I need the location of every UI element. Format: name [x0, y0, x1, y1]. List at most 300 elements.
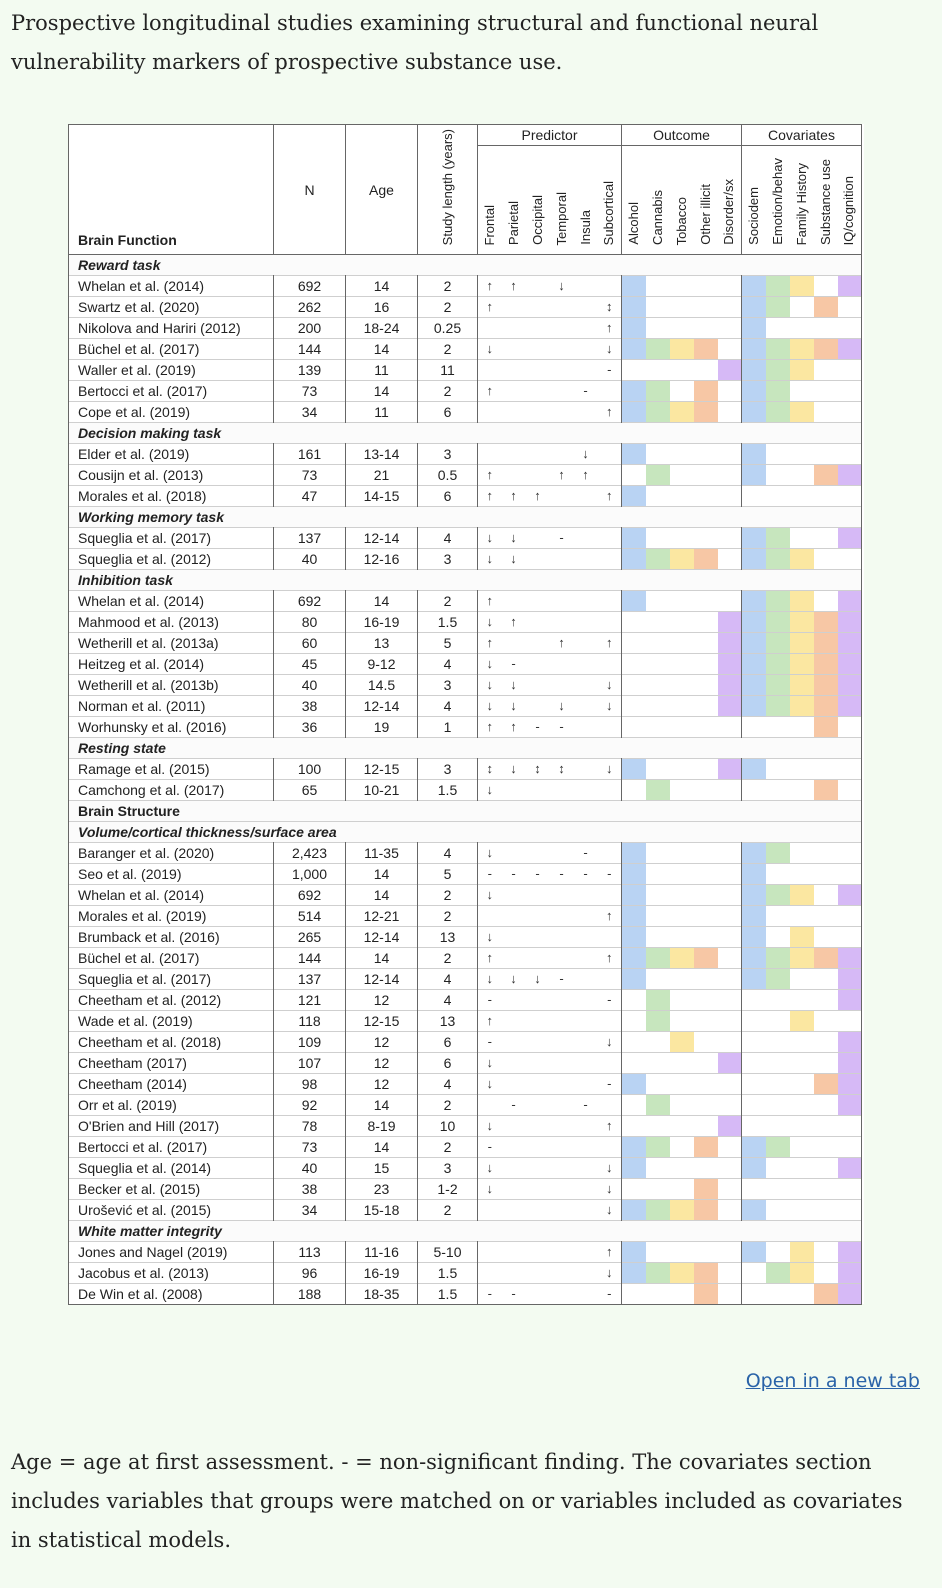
- predictor-cell: [574, 486, 598, 507]
- covariate-cell: [814, 276, 838, 297]
- outcome-cell: [718, 465, 742, 486]
- table-row: [69, 1095, 862, 1116]
- predictor-cell: -: [550, 717, 574, 738]
- outcome-cell: [622, 1179, 646, 1200]
- predictor-cell: ↑: [550, 465, 574, 486]
- outcome-cell: [718, 339, 742, 360]
- study-cell: Cheetham (2017): [69, 1053, 274, 1074]
- predictor-cell: ↑: [478, 276, 502, 297]
- age-cell: 11-16: [346, 1242, 418, 1263]
- predictor-cell: -: [478, 1032, 502, 1053]
- outcome-cell: [718, 486, 742, 507]
- predictor-cell: ↓: [478, 549, 502, 570]
- outcome-cell: [622, 1263, 646, 1284]
- predictor-cell: [550, 1263, 574, 1284]
- length-cell: 5-10: [418, 1242, 478, 1263]
- outcome-cell: [718, 318, 742, 339]
- covariate-cell: [790, 927, 814, 948]
- covariate-cell: [766, 1074, 790, 1095]
- covariate-cell: [838, 843, 862, 864]
- predictor-cell: [478, 318, 502, 339]
- covariate-cell: [766, 444, 790, 465]
- outcome-cell: [670, 276, 694, 297]
- age-cell: 12-14: [346, 927, 418, 948]
- section-row: [69, 423, 862, 444]
- study-cell: Jacobus et al. (2013): [69, 1263, 274, 1284]
- outcome-cell: [622, 1032, 646, 1053]
- outcome-cell: [694, 1032, 718, 1053]
- outcome-cell: [718, 276, 742, 297]
- predictor-cell: [574, 402, 598, 423]
- predictor-cell: [598, 528, 622, 549]
- predictor-cell: [598, 885, 622, 906]
- table-row: [69, 864, 862, 885]
- predictor-cell: [502, 948, 526, 969]
- length-cell: 4: [418, 528, 478, 549]
- length-cell: 6: [418, 486, 478, 507]
- age-cell: 10-21: [346, 780, 418, 801]
- outcome-cell: [622, 633, 646, 654]
- predictor-header-parietal: Parietal: [502, 146, 526, 255]
- header-outcome: Outcome: [622, 125, 742, 146]
- predictor-cell: [574, 1179, 598, 1200]
- outcome-cell: [718, 885, 742, 906]
- predictor-cell: [502, 906, 526, 927]
- n-cell: 692: [274, 591, 346, 612]
- predictor-cell: ↓: [598, 675, 622, 696]
- outcome-cell: [622, 948, 646, 969]
- covariate-cell: [742, 696, 766, 717]
- predictor-cell: ↓: [598, 1200, 622, 1221]
- table-row: [69, 402, 862, 423]
- section-label: Resting state: [69, 738, 862, 759]
- covariate-cell: [790, 1011, 814, 1032]
- covariate-cell: [838, 654, 862, 675]
- covariate-cell: [766, 633, 790, 654]
- outcome-cell: [694, 486, 718, 507]
- length-cell: 6: [418, 1053, 478, 1074]
- outcome-cell: [646, 276, 670, 297]
- predictor-cell: [478, 360, 502, 381]
- outcome-cell: [646, 696, 670, 717]
- predictor-cell: [502, 1011, 526, 1032]
- predictor-cell: [550, 591, 574, 612]
- outcome-cell: [718, 1242, 742, 1263]
- predictor-cell: ↑: [502, 612, 526, 633]
- covariate-cell: [790, 1263, 814, 1284]
- covariate-cell: [766, 780, 790, 801]
- covariate-cell: [838, 318, 862, 339]
- covariate-cell: [790, 1116, 814, 1137]
- header-age: Age: [346, 125, 418, 255]
- outcome-cell: [646, 1242, 670, 1263]
- outcome-cell: [670, 885, 694, 906]
- table-row: [69, 717, 862, 738]
- outcome-cell: [694, 276, 718, 297]
- age-cell: 18-24: [346, 318, 418, 339]
- outcome-cell: [694, 906, 718, 927]
- table-row: [69, 780, 862, 801]
- predictor-cell: ↓: [478, 1116, 502, 1137]
- predictor-cell: -: [478, 1284, 502, 1305]
- predictor-cell: [526, 1263, 550, 1284]
- covariate-cell: [790, 444, 814, 465]
- predictor-cell: [550, 1179, 574, 1200]
- covariate-cell: [838, 1011, 862, 1032]
- outcome-cell: [622, 1011, 646, 1032]
- outcome-cell: [718, 612, 742, 633]
- table-row: [69, 1011, 862, 1032]
- predictor-header-subcortical: Subcortical: [598, 146, 622, 255]
- age-cell: 14: [346, 591, 418, 612]
- predictor-cell: [598, 444, 622, 465]
- outcome-header-tobacco: Tobacco: [670, 146, 694, 255]
- outcome-cell: [670, 1179, 694, 1200]
- outcome-cell: [670, 675, 694, 696]
- outcome-cell: [670, 360, 694, 381]
- outcome-header-disorder-sx: Disorder/sx: [718, 146, 742, 255]
- covariate-cell: [838, 1053, 862, 1074]
- n-cell: 113: [274, 1242, 346, 1263]
- predictor-cell: ↑: [574, 465, 598, 486]
- covariate-cell: [790, 948, 814, 969]
- predictor-cell: [502, 402, 526, 423]
- predictor-cell: -: [502, 1095, 526, 1116]
- covariate-cell: [790, 633, 814, 654]
- study-cell: Brumback et al. (2016): [69, 927, 274, 948]
- predictor-cell: ↓: [598, 1032, 622, 1053]
- study-cell: Morales et al. (2019): [69, 906, 274, 927]
- outcome-cell: [646, 591, 670, 612]
- covariate-cell: [766, 591, 790, 612]
- outcome-cell: [718, 1053, 742, 1074]
- outcome-cell: [646, 465, 670, 486]
- covariate-cell: [790, 276, 814, 297]
- covariate-cell: [742, 276, 766, 297]
- predictor-cell: [574, 717, 598, 738]
- length-cell: 1.5: [418, 780, 478, 801]
- outcome-cell: [622, 318, 646, 339]
- covariate-cell: [742, 864, 766, 885]
- predictor-cell: [574, 1011, 598, 1032]
- predictor-cell: -: [598, 360, 622, 381]
- covariate-cell: [814, 339, 838, 360]
- covariate-cell: [790, 780, 814, 801]
- predictor-cell: ↑: [478, 591, 502, 612]
- predictor-cell: ↓: [478, 339, 502, 360]
- predictor-cell: [550, 927, 574, 948]
- predictor-cell: [550, 1095, 574, 1116]
- covariate-cell: [814, 675, 838, 696]
- covariate-cell: [742, 1116, 766, 1137]
- covariate-cell: [766, 318, 790, 339]
- header-predictor: Predictor: [478, 125, 622, 146]
- outcome-cell: [670, 633, 694, 654]
- open-in-new-tab-link[interactable]: Open in a new tab: [745, 1370, 920, 1392]
- predictor-cell: ↑: [502, 717, 526, 738]
- covariate-cell: [814, 465, 838, 486]
- covariate-cell: [766, 885, 790, 906]
- outcome-cell: [622, 885, 646, 906]
- length-cell: 2: [418, 1095, 478, 1116]
- length-cell: 1.5: [418, 1284, 478, 1305]
- predictor-cell: [502, 1137, 526, 1158]
- age-cell: 11: [346, 402, 418, 423]
- n-cell: 144: [274, 948, 346, 969]
- covariate-cell: [742, 339, 766, 360]
- section-label: Inhibition task: [69, 570, 862, 591]
- covariate-cell: [838, 969, 862, 990]
- covariate-cell: [766, 1158, 790, 1179]
- outcome-cell: [694, 1095, 718, 1116]
- outcome-cell: [718, 381, 742, 402]
- covariate-cell: [766, 1200, 790, 1221]
- outcome-cell: [622, 276, 646, 297]
- length-cell: 2: [418, 297, 478, 318]
- outcome-cell: [694, 1200, 718, 1221]
- covariate-cell: [790, 318, 814, 339]
- predictor-cell: [574, 360, 598, 381]
- n-cell: 98: [274, 1074, 346, 1095]
- table-figure: [68, 124, 864, 1304]
- age-cell: 14: [346, 1095, 418, 1116]
- outcome-cell: [694, 1053, 718, 1074]
- age-cell: 16: [346, 297, 418, 318]
- predictor-cell: ↑: [526, 486, 550, 507]
- age-cell: 12-14: [346, 969, 418, 990]
- predictor-cell: [598, 381, 622, 402]
- outcome-cell: [670, 654, 694, 675]
- outcome-cell: [646, 381, 670, 402]
- study-cell: Whelan et al. (2014): [69, 885, 274, 906]
- n-cell: 100: [274, 759, 346, 780]
- covariate-cell: [766, 717, 790, 738]
- covariate-cell: [814, 990, 838, 1011]
- predictor-cell: [550, 1074, 574, 1095]
- covariate-cell: [742, 402, 766, 423]
- outcome-cell: [718, 633, 742, 654]
- predictor-cell: [574, 549, 598, 570]
- outcome-cell: [718, 549, 742, 570]
- n-cell: 161: [274, 444, 346, 465]
- outcome-cell: [670, 990, 694, 1011]
- length-cell: 3: [418, 675, 478, 696]
- covariate-header-sociodem: Sociodem: [742, 146, 766, 255]
- predictor-cell: [550, 1200, 574, 1221]
- section-row: [69, 822, 862, 843]
- outcome-cell: [718, 948, 742, 969]
- outcome-cell: [622, 444, 646, 465]
- covariate-cell: [838, 486, 862, 507]
- study-cell: Orr et al. (2019): [69, 1095, 274, 1116]
- table-row: [69, 906, 862, 927]
- covariate-header-iq-cognition: IQ/cognition: [838, 146, 862, 255]
- covariate-cell: [742, 528, 766, 549]
- outcome-cell: [670, 528, 694, 549]
- outcome-cell: [694, 612, 718, 633]
- n-cell: 137: [274, 528, 346, 549]
- covariate-cell: [838, 1137, 862, 1158]
- predictor-cell: [502, 1032, 526, 1053]
- predictor-cell: ↕: [550, 759, 574, 780]
- predictor-cell: -: [478, 990, 502, 1011]
- outcome-cell: [622, 486, 646, 507]
- covariate-cell: [814, 948, 838, 969]
- covariate-cell: [838, 381, 862, 402]
- outcome-cell: [646, 486, 670, 507]
- outcome-cell: [718, 297, 742, 318]
- table-row: [69, 381, 862, 402]
- covariate-cell: [814, 1200, 838, 1221]
- covariate-cell: [766, 906, 790, 927]
- outcome-cell: [622, 339, 646, 360]
- outcome-cell: [622, 843, 646, 864]
- predictor-cell: [550, 381, 574, 402]
- covariate-cell: [838, 402, 862, 423]
- outcome-cell: [646, 1158, 670, 1179]
- study-cell: Nikolova and Hariri (2012): [69, 318, 274, 339]
- predictor-cell: -: [574, 381, 598, 402]
- covariate-header-family-history: Family History: [790, 146, 814, 255]
- outcome-cell: [694, 969, 718, 990]
- covariate-cell: [742, 1263, 766, 1284]
- age-cell: 14: [346, 864, 418, 885]
- length-cell: 13: [418, 1011, 478, 1032]
- predictor-cell: [574, 276, 598, 297]
- predictor-cell: -: [598, 990, 622, 1011]
- covariate-cell: [838, 885, 862, 906]
- outcome-cell: [646, 1053, 670, 1074]
- outcome-cell: [694, 654, 718, 675]
- length-cell: 4: [418, 654, 478, 675]
- outcome-cell: [670, 843, 694, 864]
- covariate-cell: [838, 1179, 862, 1200]
- predictor-cell: [550, 1284, 574, 1305]
- covariate-cell: [790, 843, 814, 864]
- length-cell: 1.5: [418, 1263, 478, 1284]
- covariate-cell: [790, 696, 814, 717]
- n-cell: 60: [274, 633, 346, 654]
- outcome-cell: [718, 1200, 742, 1221]
- predictor-cell: [478, 1200, 502, 1221]
- covariate-cell: [766, 276, 790, 297]
- predictor-cell: [502, 318, 526, 339]
- predictor-cell: [550, 1158, 574, 1179]
- outcome-cell: [646, 1137, 670, 1158]
- covariate-cell: [790, 360, 814, 381]
- predictor-cell: ↑: [598, 906, 622, 927]
- study-cell: Bertocci et al. (2017): [69, 1137, 274, 1158]
- outcome-cell: [646, 612, 670, 633]
- age-cell: 12-15: [346, 1011, 418, 1032]
- section-label: Volume/cortical thickness/surface area: [69, 822, 862, 843]
- study-cell: De Win et al. (2008): [69, 1284, 274, 1305]
- outcome-cell: [718, 759, 742, 780]
- outcome-cell: [622, 969, 646, 990]
- length-cell: 5: [418, 633, 478, 654]
- covariate-cell: [742, 297, 766, 318]
- outcome-cell: [670, 1137, 694, 1158]
- n-cell: 38: [274, 696, 346, 717]
- covariate-cell: [790, 1074, 814, 1095]
- outcome-cell: [646, 927, 670, 948]
- table-row: [69, 1032, 862, 1053]
- predictor-cell: [574, 990, 598, 1011]
- covariate-cell: [814, 1137, 838, 1158]
- covariate-cell: [790, 864, 814, 885]
- predictor-cell: ↑: [598, 402, 622, 423]
- predictor-cell: -: [502, 654, 526, 675]
- predictor-cell: ↑: [550, 633, 574, 654]
- outcome-cell: [646, 1116, 670, 1137]
- predictor-cell: [526, 1200, 550, 1221]
- section-label: Working memory task: [69, 507, 862, 528]
- predictor-cell: -: [526, 717, 550, 738]
- covariate-cell: [742, 381, 766, 402]
- outcome-cell: [622, 465, 646, 486]
- table-row: [69, 927, 862, 948]
- length-cell: 6: [418, 402, 478, 423]
- outcome-cell: [622, 717, 646, 738]
- outcome-cell: [670, 381, 694, 402]
- covariate-header-emotion-behav: Emotion/behav: [766, 146, 790, 255]
- outcome-cell: [718, 1095, 742, 1116]
- predictor-cell: [502, 297, 526, 318]
- outcome-cell: [694, 1284, 718, 1305]
- predictor-cell: ↓: [478, 612, 502, 633]
- covariate-cell: [838, 1200, 862, 1221]
- study-cell: Squeglia et al. (2012): [69, 549, 274, 570]
- covariate-cell: [742, 1032, 766, 1053]
- outcome-cell: [718, 990, 742, 1011]
- study-cell: Squeglia et al. (2017): [69, 528, 274, 549]
- predictor-cell: [502, 1074, 526, 1095]
- covariate-cell: [766, 612, 790, 633]
- predictor-cell: [502, 990, 526, 1011]
- covariate-cell: [742, 549, 766, 570]
- outcome-cell: [694, 381, 718, 402]
- covariate-cell: [790, 486, 814, 507]
- outcome-cell: [622, 864, 646, 885]
- covariate-cell: [742, 843, 766, 864]
- outcome-cell: [646, 528, 670, 549]
- n-cell: 38: [274, 1179, 346, 1200]
- outcome-cell: [694, 1263, 718, 1284]
- table-row: [69, 297, 862, 318]
- predictor-cell: ↑: [478, 297, 502, 318]
- header-n: N: [274, 125, 346, 255]
- predictor-cell: [526, 297, 550, 318]
- predictor-cell: [502, 1263, 526, 1284]
- predictor-cell: [574, 339, 598, 360]
- study-cell: Camchong et al. (2017): [69, 780, 274, 801]
- predictor-cell: [574, 780, 598, 801]
- outcome-cell: [646, 297, 670, 318]
- covariate-cell: [742, 612, 766, 633]
- study-cell: Cheetham et al. (2012): [69, 990, 274, 1011]
- outcome-cell: [622, 297, 646, 318]
- n-cell: 2,423: [274, 843, 346, 864]
- predictor-cell: ↓: [598, 339, 622, 360]
- predictor-cell: [478, 444, 502, 465]
- predictor-cell: [598, 276, 622, 297]
- study-cell: Morales et al. (2018): [69, 486, 274, 507]
- table-row: [69, 885, 862, 906]
- predictor-cell: [574, 1074, 598, 1095]
- predictor-cell: [526, 1095, 550, 1116]
- covariate-cell: [838, 1116, 862, 1137]
- table-row: [69, 360, 862, 381]
